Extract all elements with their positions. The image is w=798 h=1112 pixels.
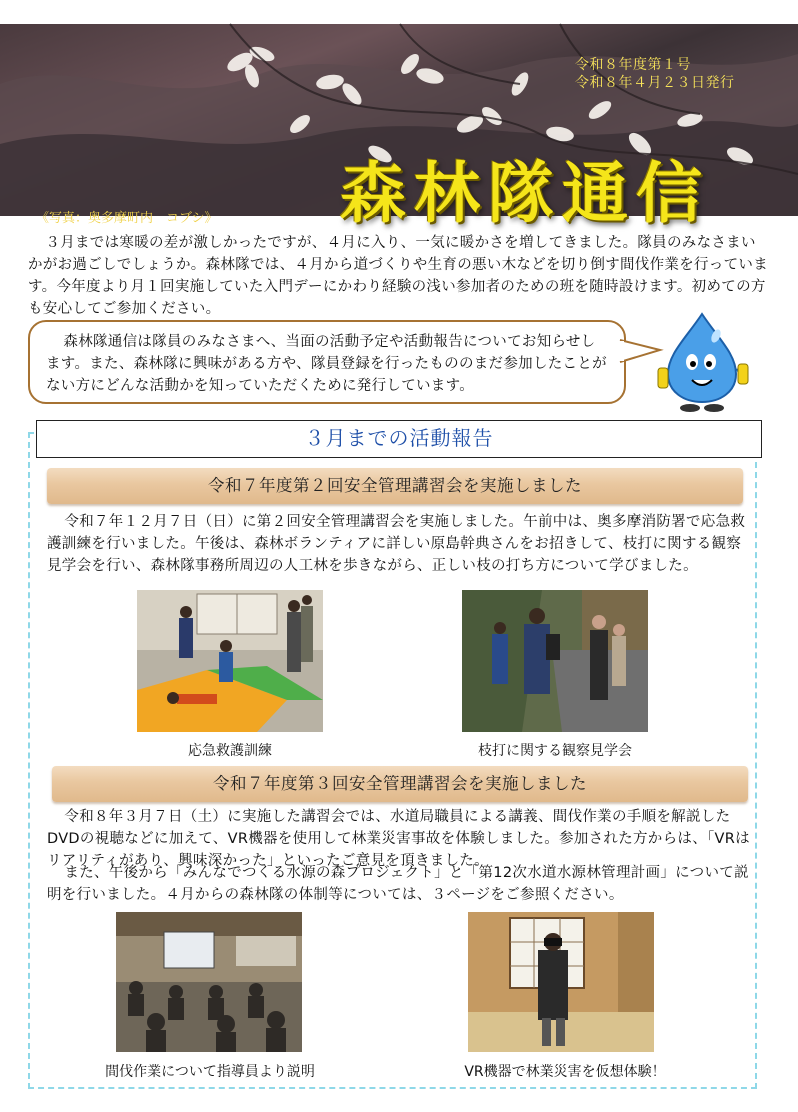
section1-heading: 令和７年度第２回安全管理講習会を実施しました <box>47 468 743 504</box>
photo-caption: 応急救護訓練 <box>188 743 272 759</box>
report-section-title: ３月までの活動報告 <box>36 420 762 458</box>
issue-number: 令和８年度第１号 <box>575 57 691 73</box>
photo-caption: VR機器で林業災害を仮想体験！ <box>464 1064 666 1080</box>
pruning-observation-photo <box>462 590 648 732</box>
photo-credit: 《写真：奥多摩町内 コブシ》 <box>36 211 218 226</box>
photo-caption: 枝打に関する観察見学会 <box>478 743 632 759</box>
first-aid-training-photo <box>137 590 323 732</box>
speech-bubble <box>28 320 626 404</box>
section1-text: 令和７年１２月７日（日）に第２回安全管理講習会を実施しました。午前中は、奥多摩消防署で応急救護訓練を行いました。午後は、森林ボランティアに詳しい原島幹典さんをお招きして、枝打に関する観察見学会を行い、森林隊事務所周辺の人工林を歩きながら、正しい枝の打ち方について学びました。 <box>47 514 746 574</box>
header-banner <box>0 24 798 232</box>
issue-date: 令和８年４月２３日発行 <box>575 75 735 91</box>
vr-experience-photo <box>468 912 654 1052</box>
bubble-text: 森林隊通信は隊員のみなさまへ、当面の活動予定や活動報告についてお知らせします。また、森林隊に興味がある方や、隊員登録を行ったもののまだ参加したことがない方にどんな活動かを知っていただくために発行しています。 <box>46 334 607 394</box>
section2-heading: 令和７年度第３回安全管理講習会を実施しました <box>52 766 748 802</box>
newsletter-title: 森林隊通信 <box>340 154 710 232</box>
section2-text-2: また、午後から「みんなでつくる水源の森プロジェクト」と「第12次水道水源林管理計画」について説明を行いました。４月からの森林隊の体制等については、３ページをご参照ください。 <box>47 865 749 903</box>
photo-caption: 間伐作業について指導員より説明 <box>105 1064 315 1080</box>
section2-text-1: 令和８年３月７日（土）に実施した講習会では、水道局職員による講義、間伐作業の手順を解説したDVDの視聴などに加えて、VR機器を使用して林業災害事故を体験しました。参加された方からは、「VRはリアリティがあり、興味深かった」といったご意見を頂きました。 <box>47 809 750 869</box>
thinning-lecture-photo <box>116 912 302 1052</box>
water-drop-mascot-icon <box>656 310 752 414</box>
intro-paragraph: ３月までは寒暖の差が激しかったですが、４月に入り、一気に暖かさを増してきました。隊員のみなさまいかがお過ごしでしょうか。森林隊では、４月から道づくりや生育の悪い木などを切り倒す間伐作業を行っています。今年度より月１回実施していた入門デーにかわり経験の浅い参加者のための班を随時設けます。初めての方も安心してご参加ください。 <box>28 235 768 317</box>
